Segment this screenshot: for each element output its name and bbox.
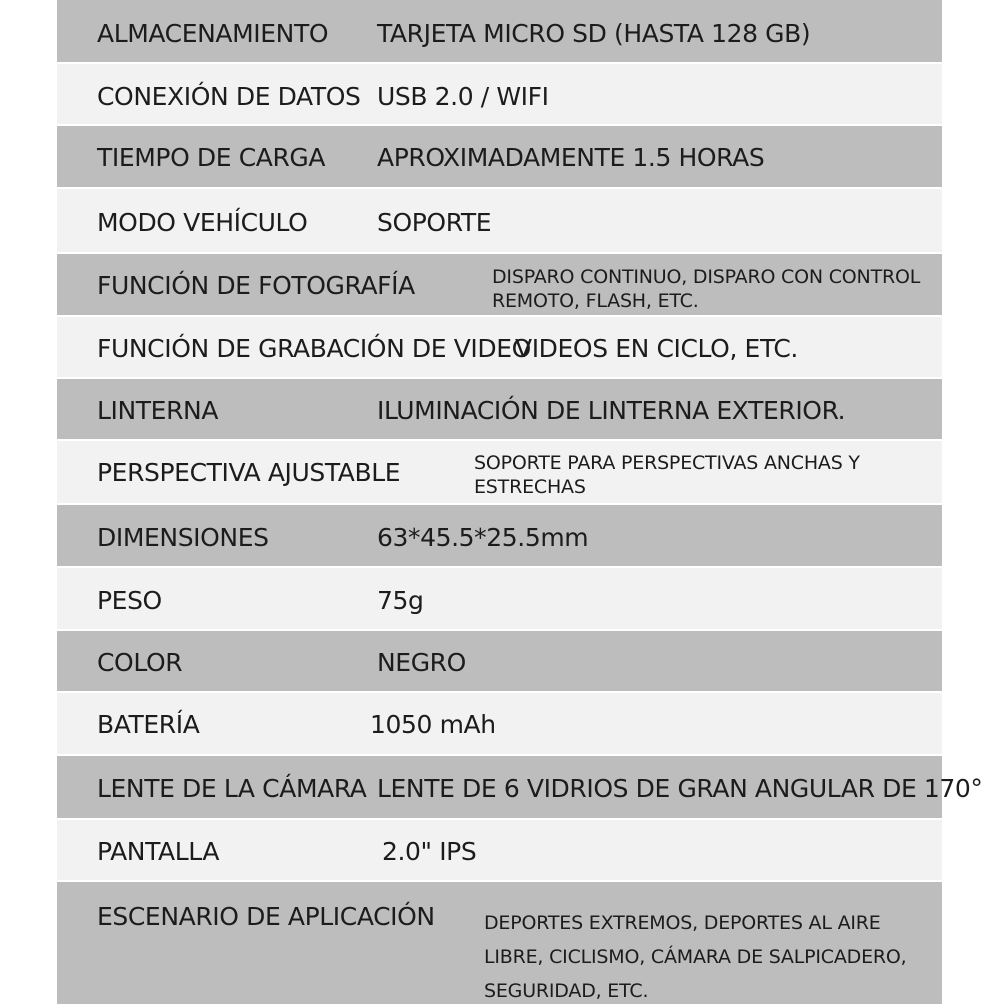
spec-label: FUNCIÓN DE FOTOGRAFÍA xyxy=(97,271,415,300)
spec-label: BATERÍA xyxy=(97,710,200,739)
spec-value: 75g xyxy=(377,586,424,615)
spec-row-almacenamiento xyxy=(57,0,942,64)
spec-value: USB 2.0 / WIFI xyxy=(377,82,549,111)
spec-label: MODO VEHÍCULO xyxy=(97,208,308,237)
spec-value: SOPORTE PARA PERSPECTIVAS ANCHAS Y ESTRECHAS xyxy=(474,452,860,498)
spec-value: 63*45.5*25.5mm xyxy=(377,523,589,552)
spec-row-lente-de-la-camara xyxy=(57,756,983,820)
spec-value: ILUMINACIÓN DE LINTERNA EXTERIOR. xyxy=(377,396,846,425)
spec-row-conexion-de-datos xyxy=(57,64,942,126)
spec-value: TARJETA MICRO SD (HASTA 128 GB) xyxy=(377,19,811,48)
spec-row-modo-vehiculo xyxy=(57,189,942,254)
spec-value: DEPORTES EXTREMOS, DEPORTES AL AIRE LIBRE, CICLISMO, CÁMARA DE SALPICADERO, SEGURIDAD, ETC. xyxy=(484,912,907,1002)
spec-value: 2.0" IPS xyxy=(382,837,477,866)
spec-table xyxy=(57,0,983,1004)
spec-row-escenario-de-aplicacion xyxy=(57,882,942,1004)
spec-value: VIDEOS EN CICLO, ETC. xyxy=(515,334,798,363)
spec-label: DIMENSIONES xyxy=(97,523,269,552)
spec-label: ESCENARIO DE APLICACIÓN xyxy=(97,902,435,931)
spec-value: APROXIMADAMENTE 1.5 HORAS xyxy=(377,143,765,172)
spec-row-bateria xyxy=(57,693,942,756)
spec-label: LINTERNA xyxy=(97,396,219,425)
spec-row-peso xyxy=(57,568,942,631)
spec-row-color xyxy=(57,631,942,693)
spec-label: TIEMPO DE CARGA xyxy=(97,143,326,172)
spec-value: NEGRO xyxy=(377,648,466,677)
spec-label: FUNCIÓN DE GRABACIÓN DE VIDEO xyxy=(97,334,531,363)
spec-value: 1050 mAh xyxy=(370,710,496,739)
spec-row-pantalla xyxy=(57,820,942,882)
spec-row-perspectiva-ajustable xyxy=(57,441,942,505)
spec-row-funcion-de-grabacion-de-video xyxy=(57,317,942,379)
spec-value: DISPARO CONTINUO, DISPARO CON CONTROL REMOTO, FLASH, ETC. xyxy=(492,266,921,312)
spec-label: PERSPECTIVA AJUSTABLE xyxy=(97,458,401,487)
spec-label: PESO xyxy=(97,586,162,615)
spec-row-dimensiones xyxy=(57,505,942,568)
spec-label: LENTE DE LA CÁMARA xyxy=(97,774,367,803)
spec-row-linterna xyxy=(57,379,942,441)
spec-row-tiempo-de-carga xyxy=(57,126,942,189)
spec-label: COLOR xyxy=(97,648,183,677)
spec-label: CONEXIÓN DE DATOS xyxy=(97,82,361,111)
spec-row-funcion-de-fotografia xyxy=(57,254,942,317)
spec-value: SOPORTE xyxy=(377,208,492,237)
spec-label: ALMACENAMIENTO xyxy=(97,19,329,48)
spec-label: PANTALLA xyxy=(97,837,220,866)
spec-value: LENTE DE 6 VIDRIOS DE GRAN ANGULAR DE 170° xyxy=(377,774,983,803)
